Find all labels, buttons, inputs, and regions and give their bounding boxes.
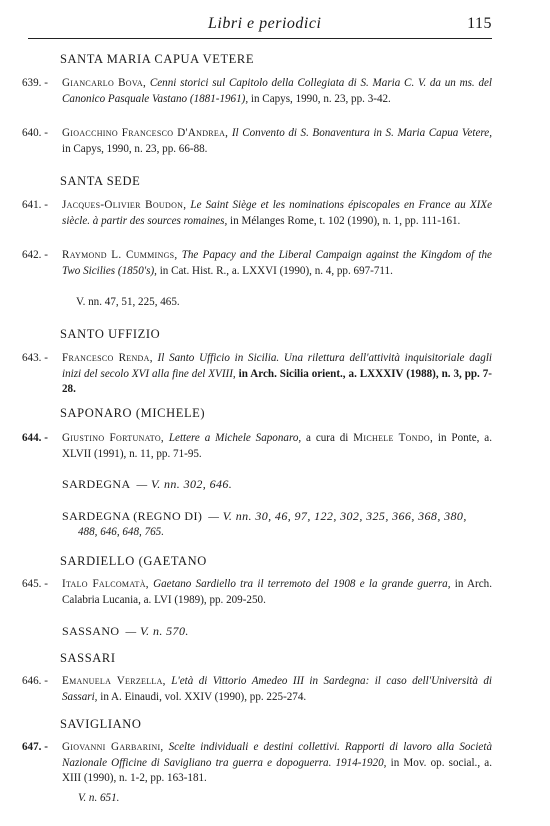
bibliography-entry [22, 351, 492, 398]
section-heading: SAPONARO (MICHELE) [60, 406, 206, 420]
cross-reference: 488, 646, 648, 765. [78, 526, 164, 538]
section-heading: SANTA MARIA CAPUA VETERE [60, 52, 255, 66]
entry-citation: in A. Einaudi, vol. XXIV (1990), pp. 225-274. [100, 690, 307, 703]
bibliography-entry [22, 76, 492, 107]
bibliography-entry [22, 740, 492, 787]
entry-title: Cenni storici sul Capitolo della Collegiata di S. Maria C. V. da un ms. del Canonico Pasquale Vastano (1881-1961), [62, 77, 492, 105]
entry-number: 641. - [22, 199, 48, 211]
cross-reference: — V. nn. 30, 46, 97, 122, 302, 325, 366, 368, 380, [208, 509, 467, 523]
see-also-heading [62, 624, 189, 639]
entry-number: 646. - [22, 675, 48, 687]
entry-citation: in Arch. Sicilia orient., a. LXXXIV (1988), n. 3, pp. 7-28. [62, 367, 493, 395]
section-heading: SARDIELLO (GAETANO [60, 554, 207, 568]
entry-author: Giovanni Garbarini, [62, 741, 164, 753]
cross-reference: V. n. 651. [78, 792, 120, 804]
entry-author: Italo Falcomatà, [62, 578, 149, 590]
entry-author: Francesco Renda, [62, 352, 153, 364]
entry-title: Le Saint Siège et les nominations épiscopales en France au XIXe siècle. à partir des sources romaines, [62, 199, 492, 227]
entry-author: Gioacchino Francesco D'Andrea, [62, 127, 229, 139]
section-heading: SAVIGLIANO [60, 717, 142, 731]
bibliography-entry [22, 431, 492, 462]
page-number: 115 [467, 15, 492, 32]
entry-citation: in Mélanges Rome, t. 102 (1990), n. 1, pp. 111-161. [230, 214, 461, 227]
bibliography-entry [22, 126, 492, 157]
entry-number: 640. - [22, 127, 48, 139]
running-header [28, 14, 492, 39]
entry-title: Il Convento di S. Bonaventura in S. Maria Capua Vetere, [231, 127, 493, 139]
section-heading: SANTA SEDE [60, 174, 141, 188]
section-heading: SASSANO [62, 624, 120, 638]
see-also-heading [62, 477, 232, 492]
entry-title: The Papacy and the Liberal Campaign against the Kingdom of the Two Sicilies (1850's), [62, 249, 492, 277]
cross-reference: — V. n. 570. [125, 624, 189, 638]
entry-editor: Michele Tondo, [353, 432, 434, 444]
entry-number: 645. - [22, 578, 48, 590]
bibliography-entry [22, 674, 492, 705]
entry-citation: a cura di [306, 432, 349, 444]
entry-author: Raymond L. Cummings, [62, 249, 178, 261]
section-heading: SANTO UFFIZIO [60, 327, 161, 341]
entry-title: L'età di Vittorio Amedeo III in Sardegna: il caso dell'Università di Sassari, [62, 675, 492, 703]
see-also-heading [62, 509, 467, 524]
entry-title: Scelte individuali e destini collettivi. Rapporti di lavoro alla Società Nazionale Officine di Savigliano tra guerra e dopoguerra. 1914-1920, [62, 741, 492, 769]
bibliography-entry [22, 198, 492, 229]
entry-author: Giancarlo Bova, [62, 77, 147, 89]
entry-number: 642. - [22, 249, 48, 261]
entry-citation: in Cat. Hist. R., a. LXXVI (1990), n. 4, pp. 697-711. [159, 264, 393, 277]
entry-number: 643. - [22, 352, 48, 364]
entry-title: Lettere a Michele Saponaro, [168, 432, 302, 444]
entry-citation: in Capys, 1990, n. 23, pp. 66-88. [62, 142, 208, 155]
entry-author: Giustino Fortunato, [62, 432, 164, 444]
section-heading: SASSARI [60, 651, 116, 665]
entry-citation: in Mov. op. social., a. XIII (1990), n. 1-2, pp. 163-181. [62, 756, 492, 784]
entry-number: 647. - [22, 741, 48, 753]
entry-citation: in Arch. Calabria Lucania, a. LVI (1989), pp. 209-250. [62, 578, 492, 606]
entry-author: Emanuela Verzella, [62, 675, 166, 687]
section-heading: SARDEGNA (REGNO DI) [62, 509, 203, 523]
entry-title: Il Santo Ufficio in Sicilia. Una rilettura dell'attività inquisitoriale dagli inizi del secolo XVI alla fine del XVIII, [62, 352, 492, 380]
entry-citation: in Capys, 1990, n. 23, pp. 3-42. [250, 92, 391, 105]
entry-citation: in Ponte, a. XLVII (1991), n. 11, pp. 71-95. [62, 432, 492, 460]
entry-author: Jacques-Olivier Boudon, [62, 199, 187, 211]
entry-number: 639. - [22, 77, 48, 89]
bibliography-entry [22, 248, 492, 279]
section-heading: SARDEGNA [62, 477, 131, 491]
entry-number: 644. - [22, 432, 48, 444]
bibliography-entry [22, 577, 492, 608]
entry-title: Gaetano Sardiello tra il terremoto del 1908 e la grande guerra, [153, 578, 451, 590]
cross-reference: — V. nn. 302, 646. [136, 477, 233, 491]
cross-reference: V. nn. 47, 51, 225, 465. [76, 296, 180, 308]
running-title: Libri e periodici [208, 15, 322, 32]
